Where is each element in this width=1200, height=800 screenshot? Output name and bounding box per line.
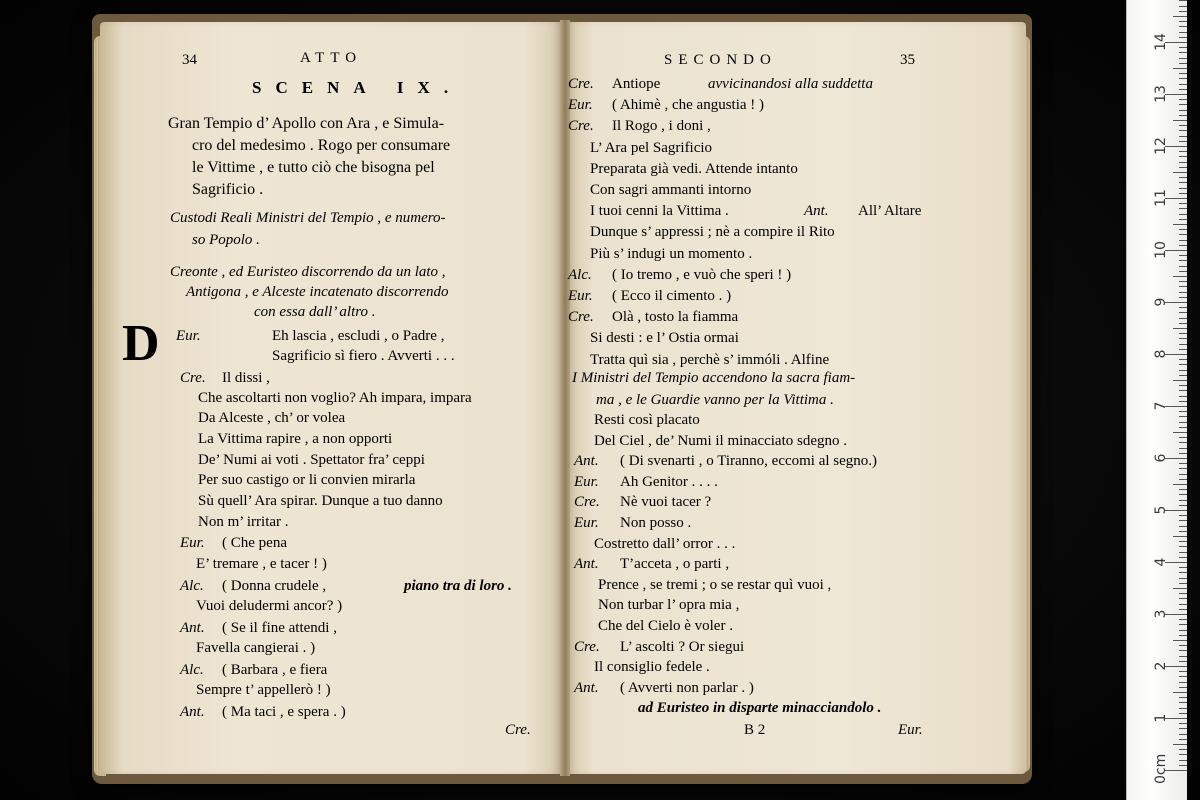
stage-direction-line: Gran Tempio d’ Apollo con Ara , e Simula- bbox=[168, 115, 445, 132]
stage-direction-line: cro del medesimo . Rogo per consumare bbox=[192, 137, 451, 154]
speaker-label: Eur. bbox=[180, 535, 205, 551]
dialogue-line: Più s’ indugi un momento . bbox=[590, 245, 753, 262]
dialogue-line: Il consiglio fedele . bbox=[594, 659, 710, 676]
ruler-tick bbox=[1179, 255, 1187, 256]
ruler-label bbox=[1153, 0, 1169, 4]
direction-line: ma , e le Guardie vanno per la Vittima . bbox=[596, 392, 834, 408]
ruler-tick bbox=[1173, 276, 1187, 277]
speaker-label: Alc. bbox=[180, 662, 204, 678]
ruler-tick bbox=[1179, 682, 1187, 683]
dialogue-line: Sagrificio sì fiero . Avverti . . . bbox=[272, 348, 455, 364]
ruler-tick bbox=[1179, 99, 1187, 100]
ruler-label: 14 bbox=[1153, 33, 1169, 51]
action-line: Antigona , e Alceste incatenato discorrendo bbox=[186, 284, 449, 300]
dialogue-line: ( Se il fine attendi , bbox=[222, 620, 337, 636]
dialogue-line: Ah Genitor . . . . bbox=[620, 473, 718, 490]
speaker-label: Ant. bbox=[574, 556, 599, 573]
ruler-tick bbox=[1173, 692, 1187, 693]
dialogue-line: ( Barbara , e fiera bbox=[222, 662, 328, 678]
speaker-label: Alc. bbox=[568, 266, 592, 283]
characters-line: Custodi Reali Ministri del Tempio , e numero- bbox=[170, 210, 446, 226]
ruler-tick bbox=[1179, 635, 1187, 636]
speaker-label: Cre. bbox=[568, 309, 594, 326]
ruler-tick bbox=[1179, 260, 1187, 261]
ruler-label: 10 bbox=[1153, 241, 1169, 259]
ruler-tick bbox=[1179, 338, 1187, 339]
ruler-label: 6 bbox=[1153, 453, 1169, 463]
dialogue-line: Da Alceste , ch’ or volea bbox=[198, 410, 346, 426]
ruler-tick bbox=[1179, 349, 1187, 350]
ruler-tick bbox=[1179, 541, 1187, 542]
ruler-tick bbox=[1179, 26, 1187, 27]
left-catchword: Cre. bbox=[505, 722, 531, 738]
dialogue-line: Che ascoltarti non voglio? Ah impara, impara bbox=[198, 390, 472, 406]
dialogue-line: ( Che pena bbox=[222, 535, 287, 551]
ruler-tick bbox=[1179, 557, 1187, 558]
ruler-tick bbox=[1179, 520, 1187, 521]
ruler-tick bbox=[1173, 484, 1187, 485]
ruler-tick bbox=[1179, 739, 1187, 740]
dialogue-line: Con sagri ammanti intorno bbox=[590, 182, 752, 198]
ruler-tick bbox=[1179, 58, 1187, 59]
ruler-tick bbox=[1179, 271, 1187, 272]
ruler-tick bbox=[1173, 432, 1187, 433]
ruler-tick bbox=[1179, 136, 1187, 137]
stage-direction-line: le Vittime , e tutto ciò che bisogna pel bbox=[192, 159, 435, 176]
dialogue-line: Costretto dall’ orror . . . bbox=[594, 535, 736, 552]
dialogue-line: All’ Altare bbox=[858, 203, 922, 220]
dialogue-line: I tuoi cenni la Vittima . bbox=[590, 203, 729, 220]
measuring-ruler bbox=[1126, 0, 1187, 800]
ruler-label: 1 bbox=[1153, 713, 1169, 723]
ruler-tick bbox=[1179, 448, 1187, 449]
ruler-tick bbox=[1173, 328, 1187, 329]
ruler-tick bbox=[1179, 167, 1187, 168]
dialogue-line: ( Di svenarti , o Tiranno, eccomi al segno.) bbox=[620, 453, 878, 470]
ruler-tick bbox=[1179, 708, 1187, 709]
ruler-tick bbox=[1179, 505, 1187, 506]
ruler-tick bbox=[1179, 437, 1187, 438]
ruler-tick bbox=[1179, 619, 1187, 620]
ruler-tick bbox=[1173, 640, 1187, 641]
ruler-tick bbox=[1179, 552, 1187, 553]
ruler-tick bbox=[1179, 489, 1187, 490]
speaker-label: Cre. bbox=[568, 76, 594, 92]
dialogue-line: E’ tremare , e tacer ! ) bbox=[196, 556, 327, 572]
dialogue-line: Prence , se tremi ; o se restar quì vuoi , bbox=[598, 576, 832, 593]
ruler-tick bbox=[1179, 188, 1187, 189]
ruler-tick bbox=[1179, 702, 1187, 703]
ruler-tick bbox=[1179, 578, 1187, 579]
dialogue-line: Antiope bbox=[612, 76, 661, 92]
ruler-tick bbox=[1179, 385, 1187, 386]
ruler-label: 12 bbox=[1153, 137, 1169, 155]
dialogue-line: T’acceta , o parti , bbox=[620, 556, 730, 573]
ruler-tick bbox=[1179, 401, 1187, 402]
ruler-tick bbox=[1179, 749, 1187, 750]
speaker-label: Eur. bbox=[568, 97, 593, 114]
ruler-tick bbox=[1179, 286, 1187, 287]
drop-cap: D bbox=[122, 315, 160, 372]
ruler-tick bbox=[1179, 359, 1187, 360]
ruler-tick bbox=[1179, 203, 1187, 204]
ruler-label: 4 bbox=[1153, 557, 1169, 567]
ruler-tick bbox=[1179, 500, 1187, 501]
ruler-tick bbox=[1179, 697, 1187, 698]
dialogue-line: Resti così placato bbox=[594, 412, 700, 428]
ruler-tick bbox=[1179, 515, 1187, 516]
ruler-tick bbox=[1179, 63, 1187, 64]
ruler-tick bbox=[1173, 536, 1187, 537]
dialogue-line: L’ ascolti ? Or siegui bbox=[620, 638, 745, 655]
action-line: Creonte , ed Euristeo discorrendo da un lato , bbox=[170, 264, 446, 280]
ruler-tick bbox=[1179, 427, 1187, 428]
ruler-tick bbox=[1179, 734, 1187, 735]
speaker-label: Ant. bbox=[574, 679, 599, 696]
speaker-label: Eur. bbox=[568, 288, 593, 304]
dialogue-line: ( Donna crudele , bbox=[222, 578, 327, 594]
speaker-label: Cre. bbox=[180, 370, 206, 386]
ruler-tick bbox=[1179, 723, 1187, 724]
dialogue-line: Il Rogo , i doni , bbox=[612, 118, 711, 135]
ruler-tick bbox=[1179, 422, 1187, 423]
ruler-tick bbox=[1179, 32, 1187, 33]
ruler-tick bbox=[1179, 546, 1187, 547]
ruler-tick bbox=[1179, 411, 1187, 412]
ruler-tick bbox=[1179, 323, 1187, 324]
ruler-tick bbox=[1179, 281, 1187, 282]
ruler-tick bbox=[1179, 463, 1187, 464]
speaker-label: Cre. bbox=[574, 494, 600, 511]
dialogue-line: Olà , tosto la fiamma bbox=[612, 309, 739, 326]
ruler-tick bbox=[1179, 364, 1187, 365]
ruler-label: 7 bbox=[1153, 401, 1169, 411]
ruler-tick bbox=[1179, 390, 1187, 391]
ruler-tick bbox=[1179, 182, 1187, 183]
dialogue-line: ( Ahimè , che angustia ! ) bbox=[612, 97, 765, 114]
dialogue-line: Vuoi deludermi ancor? ) bbox=[196, 598, 343, 614]
ruler-label: 11 bbox=[1153, 189, 1169, 207]
speaker-label: Cre. bbox=[574, 638, 600, 655]
ruler-tick bbox=[1179, 156, 1187, 157]
dialogue-line: Dunque s’ appressi ; nè a compire il Rito bbox=[590, 224, 835, 241]
ruler-tick bbox=[1179, 78, 1187, 79]
ruler-tick bbox=[1179, 234, 1187, 235]
dialogue-line: Nè vuoi tacer ? bbox=[620, 494, 712, 511]
ruler-tick bbox=[1179, 526, 1187, 527]
ruler-tick bbox=[1179, 645, 1187, 646]
ruler-tick bbox=[1179, 598, 1187, 599]
dialogue-line: De’ Numi ai voti . Spettator fra’ ceppi bbox=[198, 452, 425, 468]
ruler-tick bbox=[1179, 0, 1187, 1]
ruler-tick bbox=[1179, 219, 1187, 220]
ruler-label: 13 bbox=[1153, 85, 1169, 103]
dialogue-line: Che del Cielo è voler . bbox=[598, 618, 733, 634]
ruler-tick bbox=[1179, 177, 1187, 178]
speaker-label: Eur. bbox=[176, 328, 201, 344]
dialogue-line: ( Io tremo , e vuò che speri ! ) bbox=[612, 266, 792, 283]
ruler-tick bbox=[1173, 588, 1187, 589]
ruler-tick bbox=[1179, 115, 1187, 116]
dialogue-line: Per suo castigo or li convien mirarla bbox=[198, 472, 416, 488]
dialogue-line: Del Ciel , de’ Numi il minacciato sdegno . bbox=[594, 432, 847, 449]
aside-direction: avvicinandosi alla suddetta bbox=[708, 76, 873, 92]
dialogue-line: Non posso . bbox=[620, 515, 692, 531]
speaker-label: Ant. bbox=[180, 704, 205, 720]
ruler-label: 5 bbox=[1153, 505, 1169, 515]
ruler-tick bbox=[1179, 193, 1187, 194]
ruler-label: 0cm bbox=[1153, 753, 1169, 784]
ruler-tick bbox=[1173, 68, 1187, 69]
dialogue-line: ( Ecco il cimento . ) bbox=[612, 288, 732, 304]
ruler-tick bbox=[1179, 125, 1187, 126]
ruler-tick bbox=[1179, 292, 1187, 293]
ruler-tick bbox=[1173, 224, 1187, 225]
speaker-label: Cre. bbox=[568, 118, 594, 135]
ruler-tick bbox=[1179, 630, 1187, 631]
dialogue-line: L’ Ara pel Sagrificio bbox=[590, 139, 713, 156]
ruler-tick bbox=[1173, 16, 1187, 17]
ruler-tick bbox=[1179, 104, 1187, 105]
stage-direction-line: Sagrificio . bbox=[192, 181, 264, 198]
ruler-tick bbox=[1179, 110, 1187, 111]
dialogue-line: Eh lascia , escludi , o Padre , bbox=[272, 328, 445, 344]
ruler-tick bbox=[1179, 318, 1187, 319]
action-line: con essa dall’ altro . bbox=[254, 304, 376, 320]
ruler-tick bbox=[1179, 47, 1187, 48]
ruler-tick bbox=[1179, 375, 1187, 376]
ruler-tick bbox=[1179, 650, 1187, 651]
scene-title: SCENA IX. bbox=[252, 78, 463, 97]
dialogue-line: Non turbar l’ opra mia , bbox=[598, 597, 740, 614]
ruler-tick bbox=[1179, 624, 1187, 625]
dialogue-line: Non m’ irritar . bbox=[198, 514, 289, 530]
dialogue-line: La Vittima rapire , a non opporti bbox=[198, 431, 393, 447]
ruler-tick bbox=[1179, 713, 1187, 714]
ruler-tick bbox=[1173, 172, 1187, 173]
ruler-tick bbox=[1179, 151, 1187, 152]
ruler-tick bbox=[1179, 494, 1187, 495]
ruler-tick bbox=[1179, 240, 1187, 241]
direction-line: I Ministri del Tempio accendono la sacra fiam- bbox=[572, 370, 856, 386]
ruler-tick bbox=[1179, 656, 1187, 657]
ruler-tick bbox=[1179, 73, 1187, 74]
dialogue-line: Sù quell’ Ara spirar. Dunque a tuo danno bbox=[198, 493, 443, 509]
ruler-label: 9 bbox=[1153, 297, 1169, 307]
right-running-head: SECONDO bbox=[664, 52, 777, 68]
speaker-label: Alc. bbox=[180, 578, 204, 594]
ruler-tick bbox=[1179, 728, 1187, 729]
speaker-label: Ant. bbox=[180, 620, 205, 636]
ruler-tick bbox=[1179, 442, 1187, 443]
ruler-tick bbox=[1173, 380, 1187, 381]
ruler-tick bbox=[1179, 671, 1187, 672]
ruler-tick bbox=[1179, 661, 1187, 662]
ruler-tick bbox=[1179, 52, 1187, 53]
dialogue-line: Preparata già vedi. Attende intanto bbox=[590, 160, 798, 177]
ruler-tick bbox=[1179, 208, 1187, 209]
ruler-label: 2 bbox=[1153, 661, 1169, 671]
ruler-tick bbox=[1179, 468, 1187, 469]
ruler-tick bbox=[1179, 11, 1187, 12]
ruler-tick bbox=[1179, 141, 1187, 142]
page-signature: B 2 bbox=[744, 722, 766, 738]
ruler-tick bbox=[1179, 474, 1187, 475]
ruler-tick bbox=[1179, 754, 1187, 755]
ruler-tick bbox=[1179, 162, 1187, 163]
ruler-tick bbox=[1179, 130, 1187, 131]
final-direction: ad Euristeo in disparte minacciandolo . bbox=[638, 700, 882, 716]
ruler-tick bbox=[1179, 453, 1187, 454]
characters-line: so Popolo . bbox=[192, 232, 260, 248]
ruler-tick bbox=[1179, 229, 1187, 230]
ruler-tick bbox=[1179, 89, 1187, 90]
right-page-number: 35 bbox=[900, 52, 915, 68]
ruler-tick bbox=[1179, 333, 1187, 334]
ruler-tick bbox=[1179, 344, 1187, 345]
ruler-tick bbox=[1173, 120, 1187, 121]
ruler-tick bbox=[1179, 84, 1187, 85]
ruler-tick bbox=[1179, 687, 1187, 688]
ruler-tick bbox=[1179, 609, 1187, 610]
dialogue-line: Il dissi , bbox=[222, 370, 270, 386]
left-page-number: 34 bbox=[182, 52, 197, 68]
ruler-label: 8 bbox=[1153, 349, 1169, 359]
speaker-label: Ant. bbox=[574, 453, 599, 470]
speaker-label: Ant. bbox=[804, 203, 829, 220]
dialogue-line: Si desti : e l’ Ostia ormai bbox=[590, 330, 739, 347]
ruler-tick bbox=[1179, 572, 1187, 573]
ruler-tick bbox=[1179, 765, 1187, 766]
left-running-head: ATTO bbox=[300, 50, 363, 66]
ruler-tick bbox=[1179, 567, 1187, 568]
ruler-tick bbox=[1179, 6, 1187, 7]
ruler-tick bbox=[1179, 370, 1187, 371]
dialogue-line: Tratta quì sia , perchè s’ immóli . Alfine bbox=[590, 351, 830, 368]
ruler-tick bbox=[1179, 396, 1187, 397]
ruler-tick bbox=[1179, 21, 1187, 22]
ruler-tick bbox=[1179, 214, 1187, 215]
ruler-tick bbox=[1179, 583, 1187, 584]
ruler-tick bbox=[1179, 676, 1187, 677]
ruler-tick bbox=[1179, 266, 1187, 267]
aside-direction: piano tra di loro . bbox=[404, 578, 512, 594]
ruler-tick bbox=[1179, 604, 1187, 605]
speaker-label: Eur. bbox=[574, 473, 599, 490]
ruler-tick bbox=[1179, 416, 1187, 417]
ruler-tick bbox=[1179, 312, 1187, 313]
dialogue-line: Sempre t’ appellerò ! ) bbox=[196, 682, 331, 698]
ruler-label: 3 bbox=[1153, 609, 1169, 619]
ruler-tick bbox=[1179, 479, 1187, 480]
ruler-tick bbox=[1179, 593, 1187, 594]
ruler-tick bbox=[1179, 760, 1187, 761]
ruler-tick bbox=[1179, 245, 1187, 246]
ruler-tick bbox=[1173, 744, 1187, 745]
ruler-tick bbox=[1179, 531, 1187, 532]
dialogue-line: Favella cangierai . ) bbox=[196, 640, 316, 656]
speaker-label: Eur. bbox=[574, 515, 599, 531]
dialogue-line: ( Ma taci , e spera . ) bbox=[222, 704, 346, 720]
ruler-tick bbox=[1179, 297, 1187, 298]
ruler-tick bbox=[1179, 307, 1187, 308]
ruler-tick bbox=[1179, 37, 1187, 38]
dialogue-line: ( Avverti non parlar . ) bbox=[620, 679, 754, 696]
right-catchword: Eur. bbox=[898, 722, 923, 738]
